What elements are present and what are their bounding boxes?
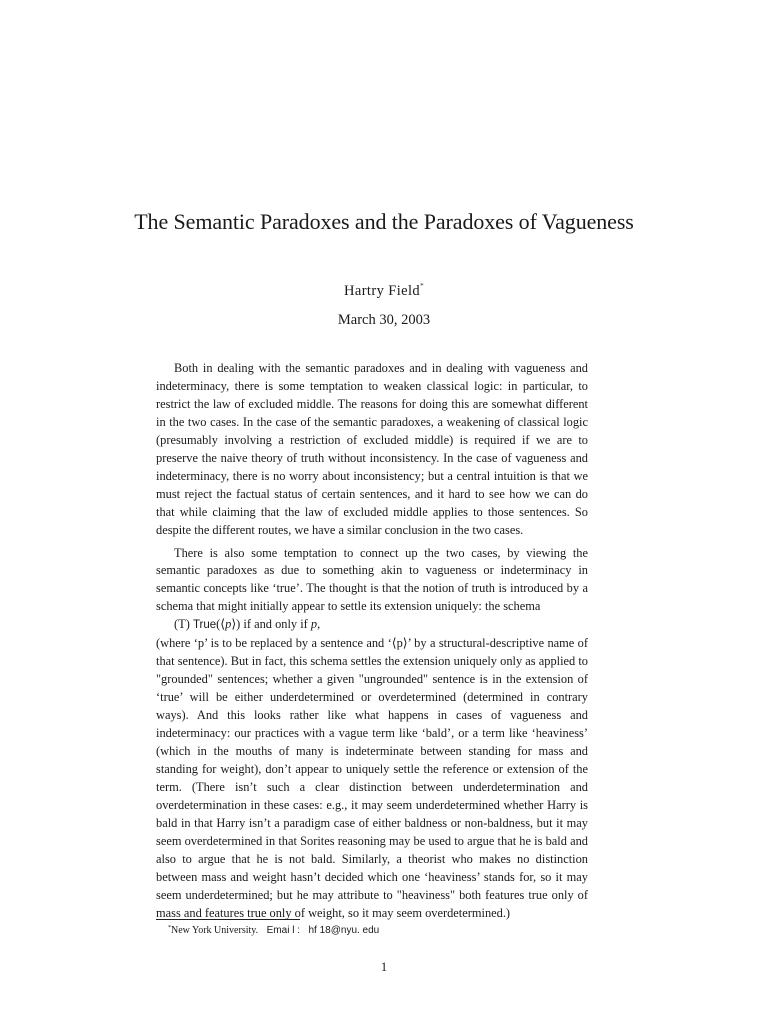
schema-rhs: p <box>310 617 318 632</box>
schema-open: (⟨ <box>216 617 226 632</box>
schema-variable: p <box>225 617 232 632</box>
footnote-affiliation: New York University. <box>171 925 259 936</box>
paragraph-3: (where ‘p’ is to be replaced by a sentence and ‘⟨p⟩’ by a structural-descriptive name of that sentence). But in fact, this schema settles the extension uniquely only as applied to "grounded" sentences; whether a given "ungrounded" sentence is in the extension of ‘true’ will be either underdetermined or overdetermined (determined in contrary ways). And this looks rather like what happens in cases of vagueness and indeterminacy: our practices with a vague term like ‘bald’, or a term like ‘heaviness’ (which in the mouths of many is indeterminate between standing for mass and standing for weight), don’t appear to uniquely settle the reference or extension of the term. (There isn’t such a clear distinction between underdetermination and overdetermination in these cases: e.g., it may seem underdetermined whether Harry is bald in that Harry isn’t a paradigm case of either baldness or non-baldness, but it may seem overdetermined in that Sorites reasoning may be used to argue that he is bald and also to argue that he is not bald. Similarly, a theorist who makes no distinction between mass and weight hasn’t decided which one ‘heaviness’ stands for, so it may seem underdetermined; but he may attribute to "heaviness" both features true only of mass and features true only of weight, so it may seem overdetermined.) <box>156 636 588 920</box>
schema-connective: if and only if <box>243 617 308 632</box>
paragraph-1: Both in dealing with the semantic paradoxes and in dealing with vagueness and indeterminacy, there is some temptation to weaken classical logic: in particular, to restrict the law of excluded middle. The reasons for doing this are somewhat different in the two cases. In the case of the semantic paradoxes, a weakening of classical logic (presumably involving a restriction of excluded middle) is required if we are to preserve the naive theory of truth without inconsistency. In the case of vagueness and indeterminacy, there is no worry about inconsistency; but a central intuition is that we must reject the factual status of certain sentences, and it hard to see how we can do that while claiming that the law of excluded middle applies to those sentences. So despite the different routes, we have a similar conclusion in the two cases. <box>156 361 588 537</box>
footnote-mark: * <box>168 925 171 931</box>
schema-t <box>156 616 588 635</box>
footnote <box>168 922 379 937</box>
author-name: Hartry Field <box>344 283 421 299</box>
schema-close: ⟩) <box>231 617 241 632</box>
author-line <box>0 282 768 300</box>
paragraph-2: There is also some temptation to connect up the two cases, by viewing the semantic paradoxes as due to something akin to vagueness or indeterminacy in semantic concepts like ‘true’. The thought is that the notion of truth is introduced by a schema that might initially appear to settle its extension uniquely: the schema <box>156 545 588 614</box>
schema-end: , <box>317 617 321 632</box>
paper-date: March 30, 2003 <box>337 312 431 328</box>
page-number: 1 <box>380 960 388 974</box>
footnote-email-label: Emai l : <box>266 925 300 936</box>
body-text <box>156 360 588 923</box>
author-footnote-mark: * <box>420 282 424 290</box>
schema-predicate: True <box>192 619 217 632</box>
footnote-rule <box>156 919 300 920</box>
paper-title: The Semantic Paradoxes and the Paradoxes of Vagueness <box>134 209 634 234</box>
schema-label: (T) <box>174 617 190 632</box>
footnote-email: hf 18@nyu. edu <box>308 925 380 936</box>
